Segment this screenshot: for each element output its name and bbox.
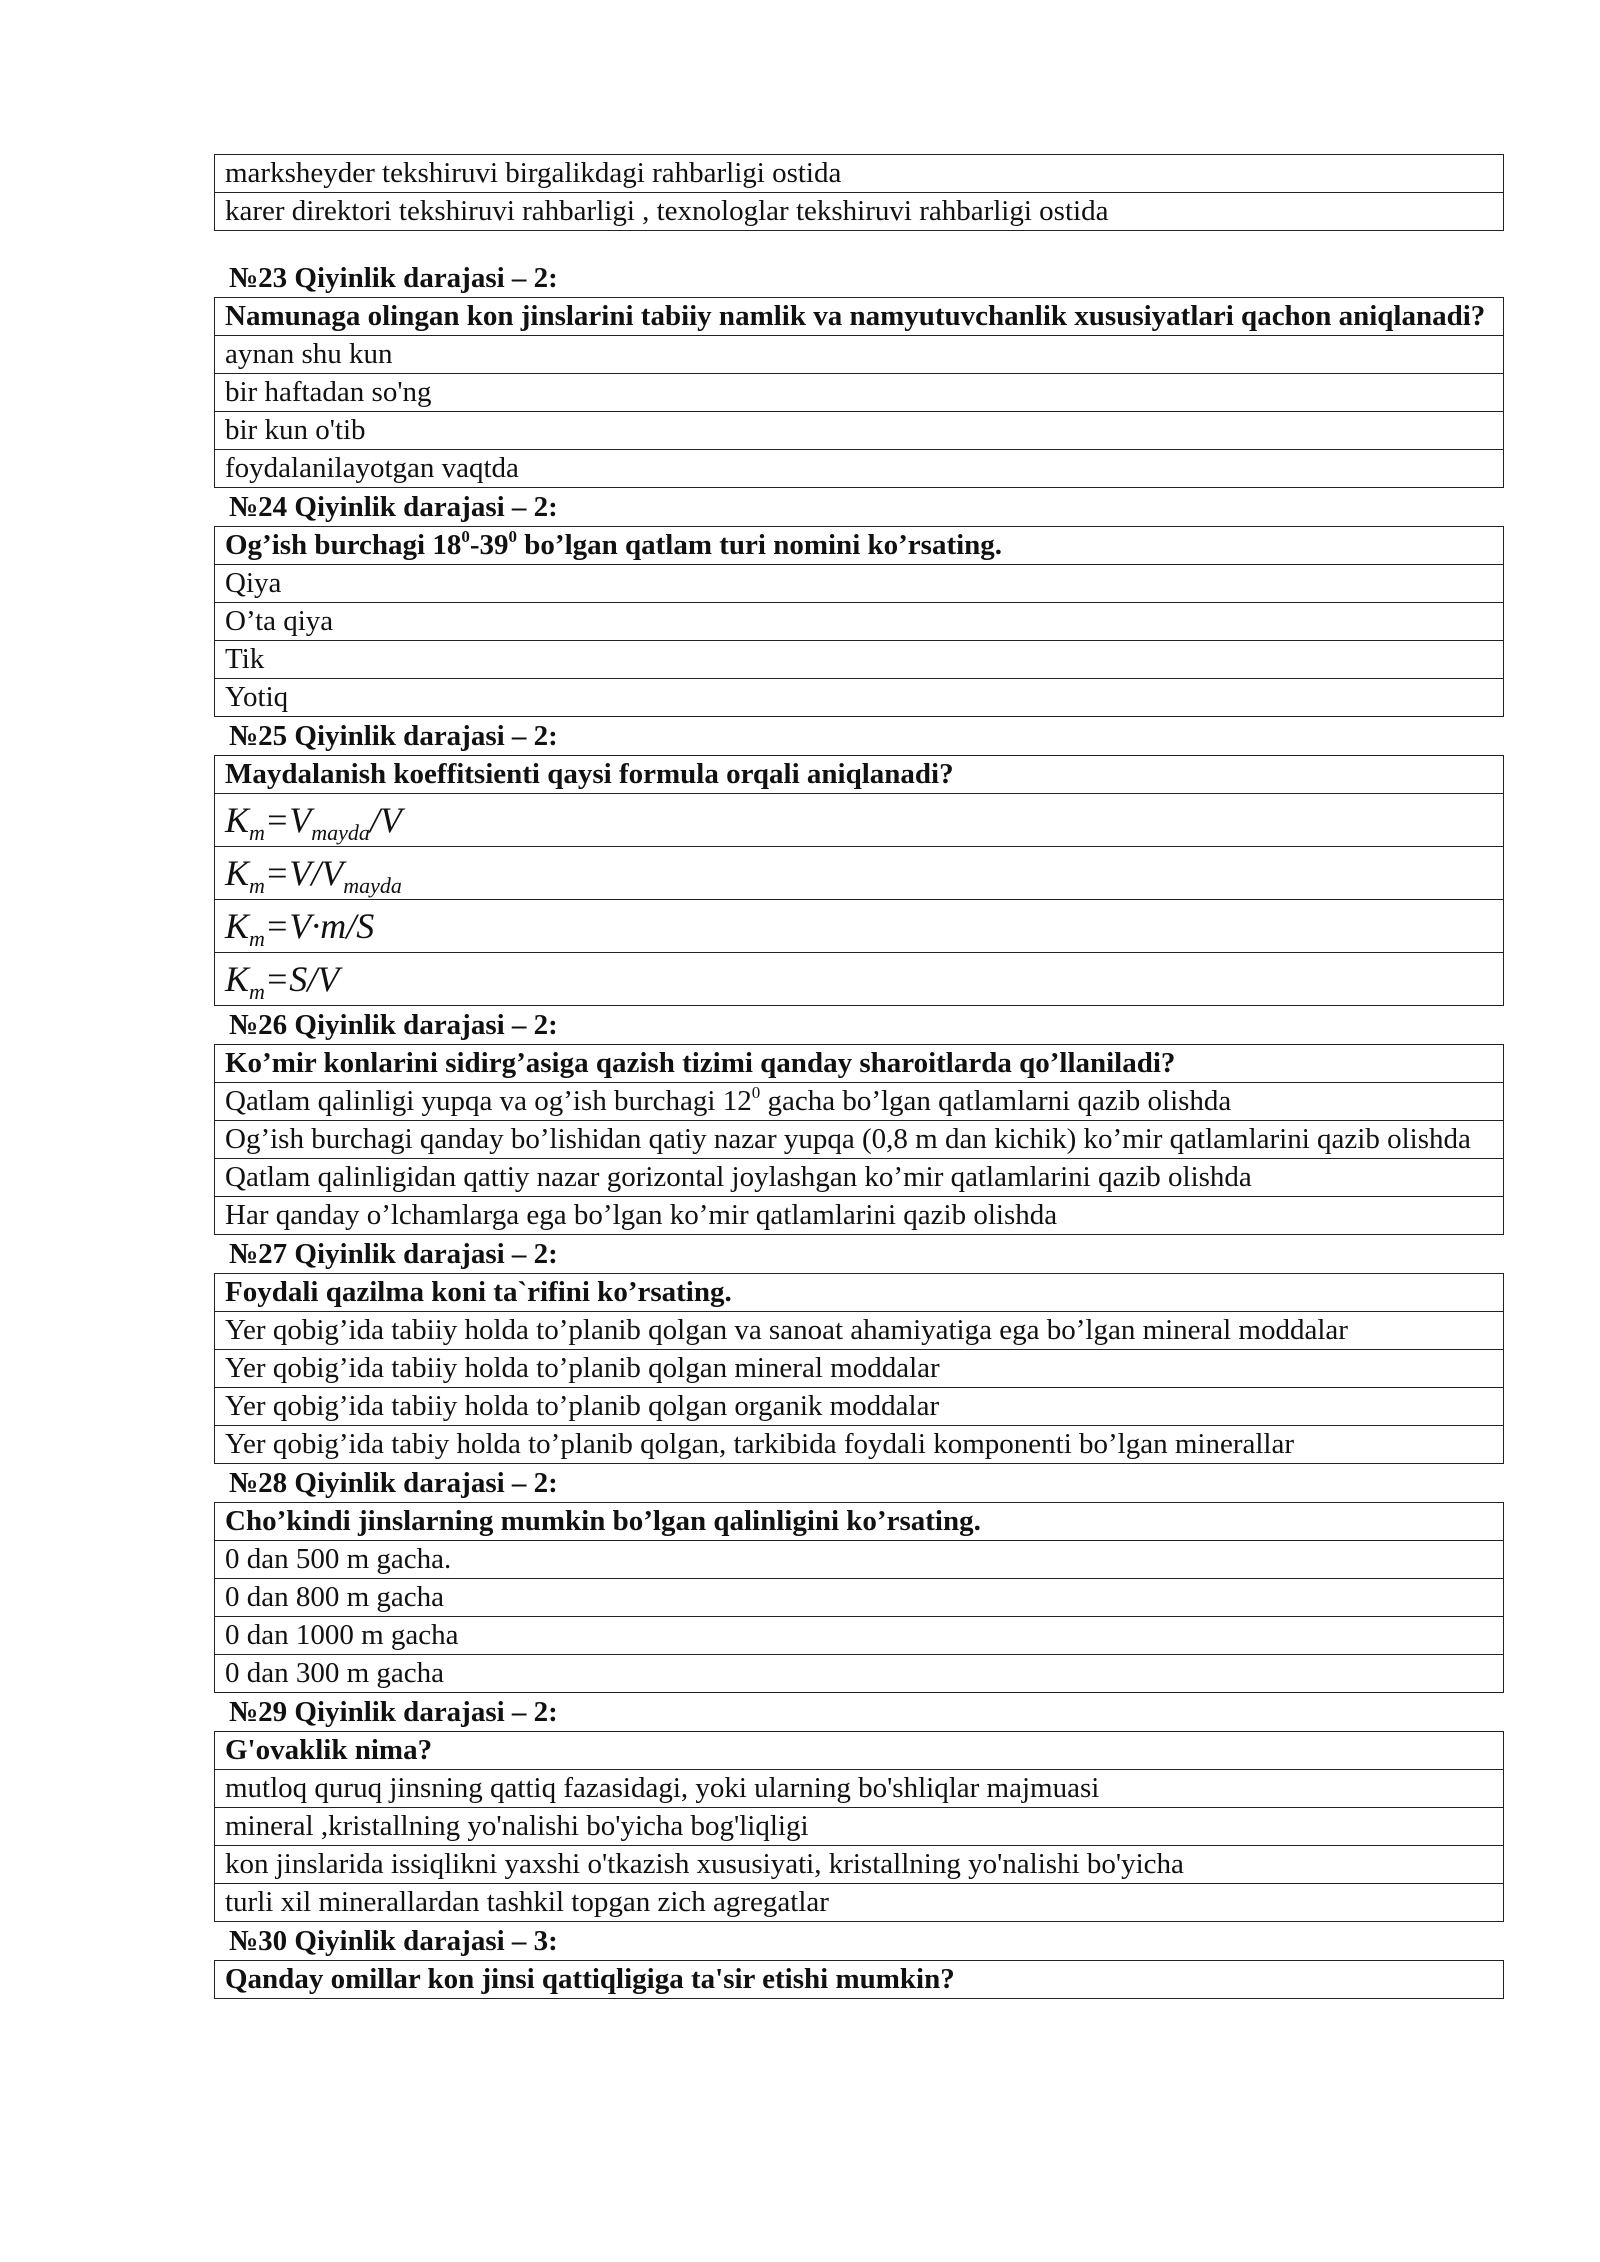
question-text: Cho’kindi jinslarning mumkin bo’lgan qalinligini ko’rsating.: [225, 1505, 981, 1537]
question-table-29: [214, 1731, 1504, 1922]
formula-option: $K_m=V\cdot m/S$: [215, 899, 1503, 952]
option-row: 0 dan 1000 m gacha: [215, 1616, 1503, 1654]
question-table-23: [214, 297, 1504, 488]
option-row: mineral ,kristallning yo'nalishi bo'yicha bog'liqligi: [215, 1807, 1503, 1845]
question-header-27: №27 Qiyinlik darajasi – 2:: [229, 1238, 558, 1270]
option-row: Qatlam qalinligidan qattiy nazar gorizontal joylashgan ko’mir qatlamlarini qazib olishda: [215, 1158, 1503, 1196]
question-header-29: №29 Qiyinlik darajasi – 2:: [229, 1696, 558, 1728]
question-text: G'ovaklik nima?: [225, 1734, 433, 1766]
question-text: Namunaga olingan kon jinslarini tabiiy namlik va namyutuvchanlik xususiyatlari qachon aniqlanadi?: [225, 300, 1486, 332]
formula-option: $K_m=V/V_{mayda}$: [215, 846, 1503, 899]
question-table-25: [214, 755, 1504, 1006]
option-row: 0 dan 800 m gacha: [215, 1578, 1503, 1616]
question-table-24: [214, 526, 1504, 717]
option-row: Yer qobig’ida tabiiy holda to’planib qolgan organik moddalar: [215, 1387, 1503, 1425]
question-header-23: №23 Qiyinlik darajasi – 2:: [229, 262, 558, 294]
option-row: bir kun o'tib: [215, 411, 1503, 449]
document-page: [214, 154, 1504, 1999]
option-row: O’ta qiya: [215, 602, 1503, 640]
option-row: bir haftadan so'ng: [215, 373, 1503, 411]
option-row: Yer qobig’ida tabiy holda to’planib qolgan, tarkibida foydali komponenti bo’lgan minerallar: [215, 1425, 1503, 1463]
question-header-26: №26 Qiyinlik darajasi – 2:: [229, 1009, 558, 1041]
option-row: aynan shu kun: [215, 335, 1503, 373]
question-text: Og’ish burchagi $18^0-39^0$ bo’lgan qatlam turi nomini ko’rsating.: [225, 527, 1003, 561]
question-text: Foydali qazilma koni ta`rifini ko’rsating.: [225, 1276, 732, 1308]
option-row: Qiya: [215, 564, 1503, 602]
question-text: Qanday omillar kon jinsi qattiqligiga ta'sir etishi mumkin?: [225, 1963, 955, 1995]
question-text: Ko’mir konlarini sidirg’asiga qazish tizimi qanday sharoitlarda qo’llaniladi?: [225, 1047, 1176, 1079]
question-table-30: [214, 1960, 1504, 1999]
question-text: Maydalanish koeffitsienti qaysi formula orqali aniqlanadi?: [225, 758, 954, 790]
formula-option: $K_m=S/V$: [215, 952, 1503, 1005]
option-row: mutloq quruq jinsning qattiq fazasidagi, yoki ularning bo'shliqlar majmuasi: [215, 1769, 1503, 1807]
question-header-28: №28 Qiyinlik darajasi – 2:: [229, 1467, 558, 1499]
option-row: 0 dan 500 m gacha.: [215, 1540, 1503, 1578]
option-row: Yer qobig’ida tabiiy holda to’planib qolgan mineral moddalar: [215, 1349, 1503, 1387]
option-row: turli xil minerallardan tashkil topgan zich agregatlar: [215, 1883, 1503, 1921]
option-row: Qatlam qalinligi yupqa va og’ish burchagi $12^0$ gacha bo’lgan qatlamlarni qazib olishda: [215, 1082, 1503, 1120]
question-header-24: №24 Qiyinlik darajasi – 2:: [229, 491, 558, 523]
option-row: Har qanday o’lchamlarga ega bo’lgan ko’mir qatlamlarini qazib olishda: [215, 1196, 1503, 1234]
spacer: [214, 231, 1504, 259]
option-row: marksheyder tekshiruvi birgalikdagi rahbarligi ostida: [225, 157, 842, 189]
option-row: 0 dan 300 m gacha: [215, 1654, 1503, 1692]
option-row: kon jinslarida issiqlikni yaxshi o'tkazish xususiyati, kristallning yo'nalishi bo'yicha: [215, 1845, 1503, 1883]
option-row: karer direktori tekshiruvi rahbarligi , texnologlar tekshiruvi rahbarligi ostida: [215, 192, 1503, 230]
q22-options-table: [214, 154, 1504, 231]
question-table-26: [214, 1044, 1504, 1235]
option-row: Yotiq: [215, 678, 1503, 716]
option-row: Tik: [215, 640, 1503, 678]
question-table-27: [214, 1273, 1504, 1464]
question-table-28: [214, 1502, 1504, 1693]
question-header-30: №30 Qiyinlik darajasi – 3:: [229, 1925, 558, 1957]
formula-option: $K_m=V_{mayda}/V$: [215, 793, 1503, 846]
option-row: foydalanilayotgan vaqtda: [215, 449, 1503, 487]
question-header-25: №25 Qiyinlik darajasi – 2:: [229, 720, 558, 752]
option-row: Yer qobig’ida tabiiy holda to’planib qolgan va sanoat ahamiyatiga ega bo’lgan mineral moddalar: [215, 1311, 1503, 1349]
option-row: Og’ish burchagi qanday bo’lishidan qatiy nazar yupqa (0,8 m dan kichik) ko’mir qatlamlarini qazib olishda: [215, 1120, 1503, 1158]
